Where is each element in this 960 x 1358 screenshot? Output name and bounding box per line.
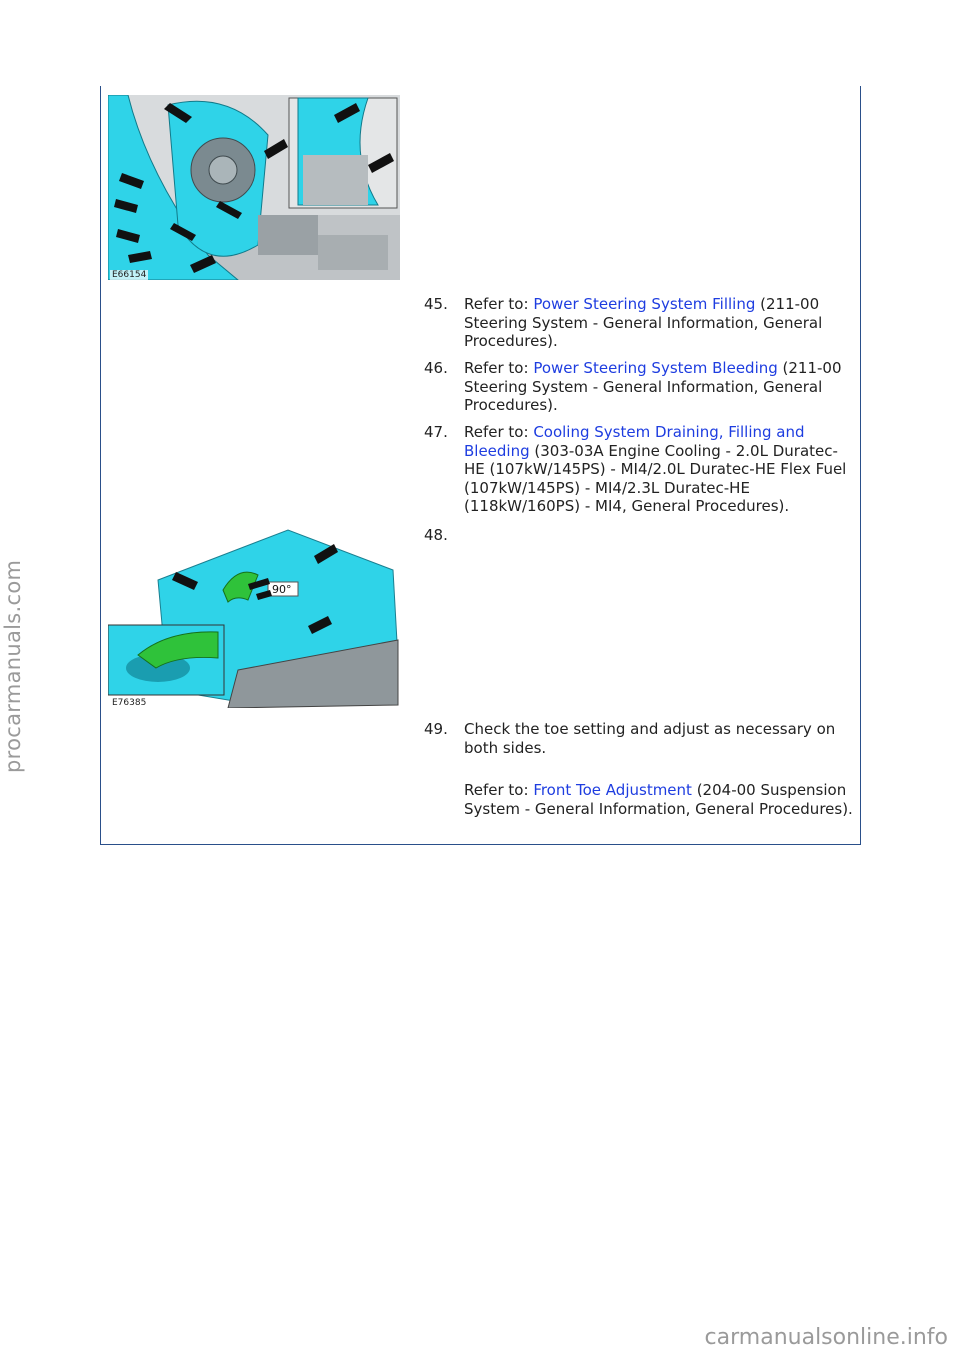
- step-number: 46.: [424, 359, 448, 377]
- step-47: [424, 423, 854, 517]
- refer-prefix: Refer to:: [464, 295, 534, 313]
- refer-prefix: Refer to:: [464, 359, 534, 377]
- refer-suffix: (303-03A Engine Cooling - 2.0L Duratec-HE (107kW/145PS) - MI4/2.0L Duratec-HE Flex Fuel (107kW/145PS) - MI4/2.3L Duratec-HE (118kW/160PS) - MI4, General Procedures).: [464, 441, 847, 515]
- watermark-left-text: procarmanuals.com: [1, 559, 25, 773]
- refer-suffix: (211-00 Steering System - General Information, General Procedures).: [464, 295, 823, 350]
- step-text: [464, 295, 856, 351]
- refer-suffix: (211-00 Steering System - General Information, General Procedures).: [464, 359, 842, 414]
- refer-prefix: Refer to:: [464, 781, 534, 799]
- step-46: [424, 359, 854, 415]
- refer-suffix: (204-00 Suspension System - General Information, General Procedures).: [464, 781, 853, 818]
- step-number: 47.: [424, 423, 448, 441]
- figure-engine-cover: [108, 520, 400, 708]
- refer-line: [464, 781, 856, 818]
- link-power-steering-bleeding[interactable]: Power Steering System Bleeding: [533, 359, 778, 377]
- watermark-bottom: carmanualsonline.info: [704, 1325, 948, 1350]
- step-text: [464, 720, 856, 818]
- step-number: 49.: [424, 720, 448, 738]
- link-front-toe-adjustment[interactable]: Front Toe Adjustment: [533, 781, 692, 799]
- link-power-steering-filling[interactable]: Power Steering System Filling: [533, 295, 756, 313]
- step-text: [464, 423, 856, 516]
- figure-wheel-arch-liner: [108, 95, 400, 280]
- refer-prefix: Refer to:: [464, 423, 534, 441]
- step-number: 48.: [424, 526, 448, 544]
- step-48: [424, 526, 854, 546]
- link-cooling-system[interactable]: Cooling System Draining, Filling and Bleeding: [464, 423, 805, 460]
- step-49: [424, 720, 854, 840]
- instruction-text: Check the toe setting and adjust as necessary on both sides.: [464, 720, 836, 757]
- figure-code: E66154: [112, 270, 147, 280]
- step-text: [464, 359, 856, 415]
- angle-label: 90°: [272, 583, 292, 596]
- step-number: 45.: [424, 295, 448, 313]
- step-45: [424, 295, 854, 351]
- figure-code: E76385: [112, 698, 147, 708]
